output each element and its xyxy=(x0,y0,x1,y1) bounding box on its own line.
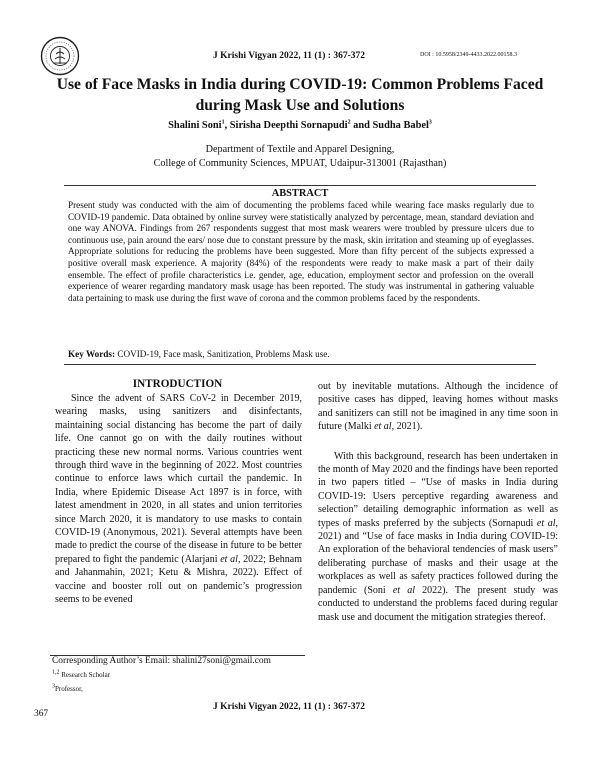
corresponding-author-email: Corresponding Author’s Email: shalini27soni@gmail.com xyxy=(52,656,271,666)
page-number: 367 xyxy=(34,709,49,719)
author-list xyxy=(50,120,550,131)
abstract-heading: ABSTRACT xyxy=(271,188,329,199)
author-3-marker: 3 xyxy=(428,119,432,126)
author-separator: , xyxy=(224,120,230,131)
author-2-marker: 2 xyxy=(347,119,351,126)
right-column xyxy=(318,380,558,624)
intro-paragraph-1: Since the advent of SARS CoV-2 in December 2019, wearing masks, using sanitizers and disinfectants, maintaining social distancing has become the part of daily life. One cannot go on with the daily routines without practicing these new normal norms. Various countries went through third wave in the beginning of 2022. Most countries continue to enforce laws which curtail the pandemic. In India, where Epidemic Disease Act 1897 is in force, with latest amendment in 2020, in all states and union territories since March 2020, it is mandatory to use masks to contain COVID-19 (Anonymous, 2021). Several attempts have been made to predict the course of the disease in future to be better prepared to fight the pandemic (Alarjani et al, 2022; Behnam and Jahanmahin, 2021; Ketu & Mishra, 2022). Effect of vaccine and booster roll out on pandemic’s progression seems to be evened xyxy=(55,393,302,606)
affiliation-department: Department of Textile and Apparel Designing, xyxy=(205,144,395,155)
keywords-label: Key Words: xyxy=(68,349,116,359)
left-column xyxy=(55,392,302,607)
author-separator: and xyxy=(350,120,373,131)
footnote-research-scholar: $^{1,2}$ Research Scholar xyxy=(52,669,111,679)
intro-paragraph-2: With this background, research has been undertaken in the month of May 2020 and the findings have been reported in two papers titled – “Use of masks in India during COVID-19: Users perceptive regarding awareness and selection” detailing demographic information as well as types of masks preferred by the subjects (Sornapudi et al, 2021) and “Use of face masks in India during COVID-19: An exploration of the behavioral tendencies of mask users” deliberating purchase of masks and their usage at the workplaces as well as safety practices followed during the pandemic (Soni et al 2022). The present study was conducted to understand the problems faced during regular mask use and document the mitigation strategies thereof. xyxy=(318,450,559,623)
journal-header: J Krishi Vigyan 2022, 11 (1) : 367-372 xyxy=(213,51,366,61)
paper-title: Use of Face Masks in India during COVID-19: Common Problems Faced during Mask Use and Solutions xyxy=(56,76,544,114)
affiliation xyxy=(50,143,550,171)
author-2: Sirisha Deepthi Sornapudi xyxy=(229,120,348,131)
intro-paragraph-1-continued: out by inevitable mutations. Although the incidence of positive cases has dipped, leaving homes without masks and sanitizers can still not be imagined in any time soon in future (Malki et al, 2021). xyxy=(318,381,558,433)
footnote-professor: $^3$Professor, xyxy=(52,683,83,693)
introduction-heading: INTRODUCTION xyxy=(132,378,223,390)
doi-label: DOI : 10.5958/2349-4433.2022.00158.3 xyxy=(420,52,517,58)
abstract-bottom-rule xyxy=(64,364,536,365)
keywords-list: COVID-19, Face mask, Sanitization, Problems Mask use. xyxy=(115,349,330,359)
keywords xyxy=(68,349,534,359)
abstract-top-rule xyxy=(64,185,536,186)
author-1-marker: 1 xyxy=(221,119,225,126)
abstract-text: Present study was conducted with the aim of documenting the problems faced while wearing face masks regularly due to COVID-19 pandemic. Data obtained by online survey were statistically analyzed by percentage, mean, standard deviation and one way ANOVA. Findings from 267 respondents suggest that most mask wearers were troubled by pressure ulcers due to continuous use, pain around the ears/ nose due to constant pressure by the mask, skin irritation and steaming up of eyeglasses. Appropriate solutions for reducing the problems have been suggested. More than fifty percent of the subjects expressed a positive overall mask experience. A majority (84%) of the respondents were ready to make mask a part of their daily ensemble. The effect of profile characteristics i.e. gender, age, education, employment sector and profession on the overall experience of wearer regarding mandatory mask usage has been reported. The study was instrumental in gathering valuable data pertaining to mask use during the first wave of corona and the common problems faced by the respondents. xyxy=(68,200,534,303)
journal-logo-emblem xyxy=(40,36,80,76)
author-3: Sudha Babel xyxy=(372,120,429,131)
author-1: Shalini Soni xyxy=(168,120,222,131)
affiliation-college: College of Community Sciences, MPUAT, Udaipur-313001 (Rajasthan) xyxy=(153,158,447,169)
journal-footer: J Krishi Vigyan 2022, 11 (1) : 367-372 xyxy=(213,702,366,712)
